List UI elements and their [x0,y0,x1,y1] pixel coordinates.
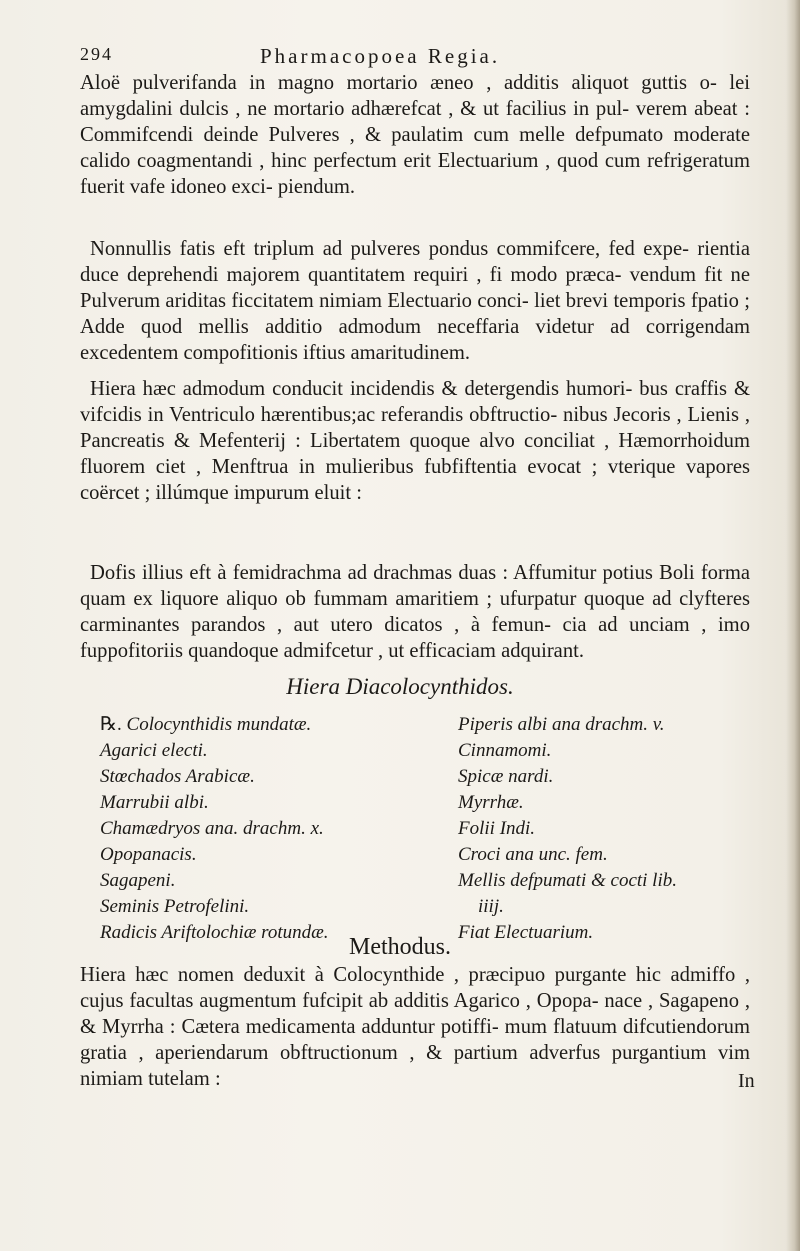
ingredient-line: Fiat Electuarium. [458,922,594,943]
ingredient-line: Folii Indi. [458,818,536,839]
method-heading: Methodus. [349,934,451,960]
page-number: 294 [80,44,113,64]
ingredient-line: Cinnamomi. [458,740,552,761]
ingredient-line: Seminis Petrofelini. [100,896,250,917]
ingredient-line: Sagapeni. [100,870,176,891]
ingredient-line: Marrubii albi. [100,792,209,813]
ingredient-line: Chamædryos ana. drachm. x. [100,818,324,839]
ingredient-line: Croci ana unc. fem. [458,844,608,865]
ingredient-line: ℞. Colocynthidis mundatæ. [100,714,312,735]
paragraph-honey-proportion: Nonnullis fatis eft triplum ad pulveres pondus commifcere, fed expe- rientia duce deprehendi majorem quantitatem requiri , fi modo præca- vendum fit ne Pulverum ariditas ficcitatem nimiam Electuario conci- liet brevi temporis fpatio ; Adde quod mellis additio admodum neceffaria videtur ad corrigendam excedentem compofitionis iftius amaritudinem. [80,238,750,364]
paragraph-preparation: Aloë pulverifanda in magno mortario æneo , additis aliquot guttis o- lei amygdalini dulcis , ne mortario adhærefcat , & ut facilius in pul- verem abeat : Commifcendi deinde Pulveres , & paulatim cum melle defpumato moderate calido coagmentandi , hinc perfectum erit Electuarium , quod cum refrigeratum fuerit vafe idoneo exci- piendum. [80,72,750,198]
paragraph-dosage: Dofis illius eft à femidrachma ad drachmas duas : Affumitur potius Boli forma quam ex liquore aliquo ob fummam amaritiem ; ufurpatur quoque ad clyfteres carminantes parandos , aut utero dicatos , à femun- cia ad unciam , imo fuppofitoriis quandoque admifcetur , ut efficaciam adquirant. [80,562,750,662]
ingredient-line: Opopanacis. [100,844,197,865]
ingredient-line: Piperis albi ana drachm. v. [458,714,665,735]
catchword: In [738,1070,755,1092]
ingredient-line: Radicis Ariftolochiæ rotundæ. [100,922,329,943]
ingredient-line: Agarici electi. [100,740,208,761]
ingredient-line: Stœchados Arabicæ. [100,766,255,787]
ingredients-right-column [458,712,788,946]
paragraph-method: Hiera hæc nomen deduxit à Colocynthide , præcipuo purgante hic admiffo , cujus facultas augmentum fufcipit ab additis Agarico , Opopa- nace , Sagapeno , & Myrrha : Cætera medicamenta adduntur potiffi- mum flatuum difcutiendorum gratia , aperiendarum obftructionum , & partium adverfus purgantium vim nimiam tutelam : [80,964,750,1090]
ingredient-line: Spicæ nardi. [458,766,554,787]
running-title: Pharmacopoea Regia. [260,44,501,68]
ingredient-line: Myrrhæ. [458,792,524,813]
recipe-title: Hiera Diacolocynthidos. [286,674,514,699]
running-header [80,44,740,70]
ingredient-line: iiij. [478,896,504,917]
page-edge [786,0,800,1251]
paragraph-virtues: Hiera hæc admodum conducit incidendis & detergendis humori- bus craffis & vifcidis in Ventriculo hærentibus;ac referandis obftructio- nibus Jecoris , Lienis , Pancreatis & Mefenterij : Libertatem quoque alvo conciliat , Hæmorrhoidum fluorem ciet , Menftrua in mulieribus fubfiftentia evocat ; vterique vapores coërcet ; illúmque impurum eluit : [80,378,750,504]
ingredients-left-column [100,712,430,946]
recipe-symbol: ℞. [100,714,122,735]
ingredient-line: Mellis defpumati & cocti lib. [458,870,677,891]
